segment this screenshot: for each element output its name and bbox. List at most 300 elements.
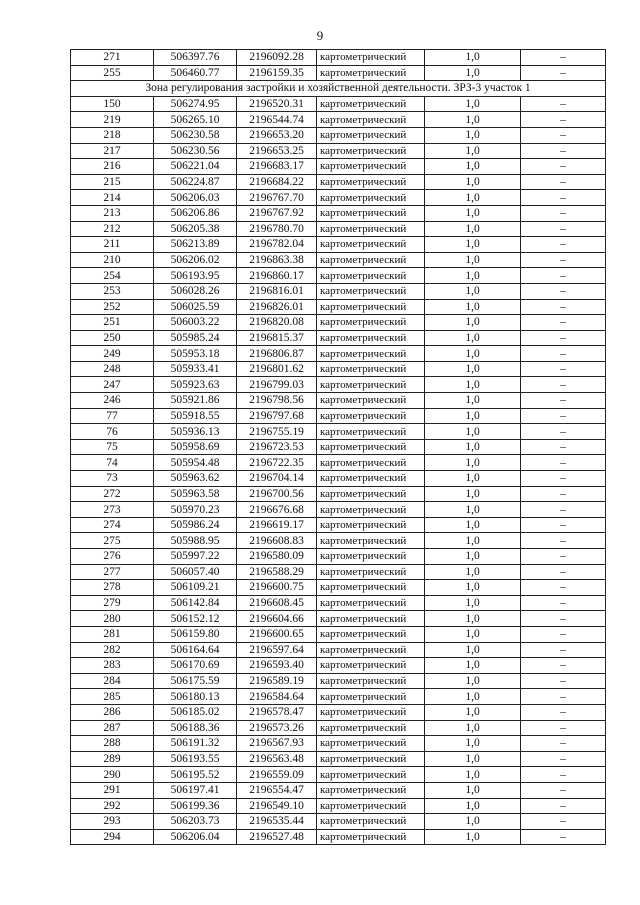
coordinates-table [70,49,606,845]
table-row [71,424,606,440]
y-coordinate-cell: 2196863.38 [237,252,317,268]
note-cell: – [521,346,606,362]
section-header [71,81,606,97]
point-number-cell: 74 [71,455,154,471]
accuracy-cell: 1,0 [425,486,521,502]
note-cell: – [521,50,606,66]
x-coordinate-cell: 505936.13 [154,424,237,440]
table-row [71,455,606,471]
y-coordinate-cell: 2196554.47 [237,782,317,798]
x-coordinate-cell: 505988.95 [154,533,237,549]
note-cell: – [521,549,606,565]
x-coordinate-cell: 506205.38 [154,221,237,237]
point-number-cell: 218 [71,127,154,143]
table-row [71,673,606,689]
x-coordinate-cell: 506180.13 [154,689,237,705]
method-cell: картометрический [317,346,425,362]
table-row [71,143,606,159]
x-coordinate-cell: 506109.21 [154,580,237,596]
method-cell: картометрический [317,299,425,315]
note-cell: – [521,268,606,284]
point-number-cell: 214 [71,190,154,206]
method-cell: картометрический [317,658,425,674]
method-cell: картометрический [317,767,425,783]
method-cell: картометрический [317,221,425,237]
accuracy-cell: 1,0 [425,751,521,767]
point-number-cell: 291 [71,782,154,798]
method-cell: картометрический [317,174,425,190]
note-cell: – [521,143,606,159]
x-coordinate-cell: 506028.26 [154,283,237,299]
point-number-cell: 250 [71,330,154,346]
point-number-cell: 275 [71,533,154,549]
point-number-cell: 274 [71,517,154,533]
point-number-cell: 212 [71,221,154,237]
accuracy-cell: 1,0 [425,595,521,611]
note-cell: – [521,704,606,720]
table-row [71,471,606,487]
x-coordinate-cell: 506274.95 [154,96,237,112]
point-number-cell: 294 [71,829,154,845]
method-cell: картометрический [317,626,425,642]
y-coordinate-cell: 2196780.70 [237,221,317,237]
x-coordinate-cell: 506203.73 [154,814,237,830]
accuracy-cell: 1,0 [425,361,521,377]
table-row [71,346,606,362]
note-cell: – [521,393,606,409]
x-coordinate-cell: 505985.24 [154,330,237,346]
table-row [71,829,606,845]
method-cell: картометрический [317,549,425,565]
table-row [71,486,606,502]
point-number-cell: 215 [71,174,154,190]
point-number-cell: 279 [71,595,154,611]
note-cell: – [521,221,606,237]
note-cell: – [521,408,606,424]
note-cell: – [521,361,606,377]
y-coordinate-cell: 2196806.87 [237,346,317,362]
table-row [71,580,606,596]
accuracy-cell: 1,0 [425,611,521,627]
table-row [71,127,606,143]
y-coordinate-cell: 2196704.14 [237,471,317,487]
method-cell: картометрический [317,424,425,440]
point-number-cell: 248 [71,361,154,377]
accuracy-cell: 1,0 [425,315,521,331]
point-number-cell: 254 [71,268,154,284]
note-cell: – [521,564,606,580]
x-coordinate-cell: 505933.41 [154,361,237,377]
point-number-cell: 213 [71,205,154,221]
method-cell: картометрический [317,689,425,705]
y-coordinate-cell: 2196722.35 [237,455,317,471]
point-number-cell: 280 [71,611,154,627]
note-cell: – [521,736,606,752]
method-cell: картометрический [317,580,425,596]
note-cell: – [521,237,606,253]
section-title: Зона регулирования застройки и хозяйственной деятельности. ЗРЗ-3 участок 1 [71,81,606,97]
y-coordinate-cell: 2196520.31 [237,96,317,112]
table-row [71,237,606,253]
method-cell: картометрический [317,798,425,814]
method-cell: картометрический [317,673,425,689]
x-coordinate-cell: 506175.59 [154,673,237,689]
table-row [71,283,606,299]
accuracy-cell: 1,0 [425,814,521,830]
table-row [71,439,606,455]
method-cell: картометрический [317,736,425,752]
note-cell: – [521,626,606,642]
accuracy-cell: 1,0 [425,50,521,66]
method-cell: картометрический [317,502,425,518]
point-number-cell: 217 [71,143,154,159]
point-number-cell: 75 [71,439,154,455]
x-coordinate-cell: 506057.40 [154,564,237,580]
x-coordinate-cell: 506224.87 [154,174,237,190]
note-cell: – [521,424,606,440]
accuracy-cell: 1,0 [425,455,521,471]
table-row [71,751,606,767]
point-number-cell: 271 [71,50,154,66]
y-coordinate-cell: 2196683.17 [237,159,317,175]
accuracy-cell: 1,0 [425,408,521,424]
x-coordinate-cell: 506185.02 [154,704,237,720]
table-row [71,190,606,206]
note-cell: – [521,829,606,845]
y-coordinate-cell: 2196815.37 [237,330,317,346]
accuracy-cell: 1,0 [425,439,521,455]
accuracy-cell: 1,0 [425,237,521,253]
point-number-cell: 281 [71,626,154,642]
page-number: 9 [316,28,324,43]
point-number-cell: 210 [71,252,154,268]
x-coordinate-cell: 506195.52 [154,767,237,783]
accuracy-cell: 1,0 [425,112,521,128]
point-number-cell: 278 [71,580,154,596]
y-coordinate-cell: 2196549.10 [237,798,317,814]
accuracy-cell: 1,0 [425,502,521,518]
note-cell: – [521,767,606,783]
point-number-cell: 252 [71,299,154,315]
y-coordinate-cell: 2196600.75 [237,580,317,596]
accuracy-cell: 1,0 [425,517,521,533]
point-number-cell: 73 [71,471,154,487]
method-cell: картометрический [317,377,425,393]
x-coordinate-cell: 506188.36 [154,720,237,736]
point-number-cell: 211 [71,237,154,253]
table-row [71,299,606,315]
table-row [71,517,606,533]
table-row [71,782,606,798]
table-row [71,502,606,518]
x-coordinate-cell: 506230.56 [154,143,237,159]
accuracy-cell: 1,0 [425,704,521,720]
method-cell: картометрический [317,237,425,253]
accuracy-cell: 1,0 [425,580,521,596]
method-cell: картометрический [317,315,425,331]
y-coordinate-cell: 2196816.01 [237,283,317,299]
note-cell: – [521,611,606,627]
x-coordinate-cell: 506193.95 [154,268,237,284]
y-coordinate-cell: 2196755.19 [237,424,317,440]
note-cell: – [521,112,606,128]
method-cell: картометрический [317,190,425,206]
y-coordinate-cell: 2196092.28 [237,50,317,66]
note-cell: – [521,205,606,221]
y-coordinate-cell: 2196820.08 [237,315,317,331]
method-cell: картометрический [317,330,425,346]
accuracy-cell: 1,0 [425,96,521,112]
x-coordinate-cell: 506221.04 [154,159,237,175]
x-coordinate-cell: 505921.86 [154,393,237,409]
point-number-cell: 76 [71,424,154,440]
x-coordinate-cell: 505954.48 [154,455,237,471]
point-number-cell: 246 [71,393,154,409]
accuracy-cell: 1,0 [425,626,521,642]
x-coordinate-cell: 506230.58 [154,127,237,143]
table-row [71,814,606,830]
table-row [71,50,606,66]
method-cell: картометрический [317,408,425,424]
point-number-cell: 247 [71,377,154,393]
method-cell: картометрический [317,704,425,720]
y-coordinate-cell: 2196798.56 [237,393,317,409]
method-cell: картометрический [317,439,425,455]
y-coordinate-cell: 2196573.26 [237,720,317,736]
note-cell: – [521,299,606,315]
method-cell: картометрический [317,595,425,611]
note-cell: – [521,315,606,331]
point-number-cell: 283 [71,658,154,674]
note-cell: – [521,673,606,689]
table-row [71,174,606,190]
method-cell: картометрический [317,127,425,143]
y-coordinate-cell: 2196608.83 [237,533,317,549]
table-row [71,533,606,549]
table-row [71,798,606,814]
table-row [71,65,606,81]
table-row [71,393,606,409]
note-cell: – [521,751,606,767]
note-cell: – [521,689,606,705]
accuracy-cell: 1,0 [425,268,521,284]
method-cell: картометрический [317,65,425,81]
point-number-cell: 285 [71,689,154,705]
accuracy-cell: 1,0 [425,190,521,206]
table-row [71,205,606,221]
y-coordinate-cell: 2196563.48 [237,751,317,767]
method-cell: картометрический [317,268,425,284]
point-number-cell: 77 [71,408,154,424]
method-cell: картометрический [317,720,425,736]
y-coordinate-cell: 2196723.53 [237,439,317,455]
point-number-cell: 286 [71,704,154,720]
accuracy-cell: 1,0 [425,533,521,549]
y-coordinate-cell: 2196527.48 [237,829,317,845]
method-cell: картометрический [317,205,425,221]
note-cell: – [521,159,606,175]
x-coordinate-cell: 505958.69 [154,439,237,455]
point-number-cell: 282 [71,642,154,658]
point-number-cell: 272 [71,486,154,502]
y-coordinate-cell: 2196860.17 [237,268,317,284]
point-number-cell: 292 [71,798,154,814]
accuracy-cell: 1,0 [425,720,521,736]
x-coordinate-cell: 505923.63 [154,377,237,393]
table-row [71,736,606,752]
accuracy-cell: 1,0 [425,642,521,658]
y-coordinate-cell: 2196544.74 [237,112,317,128]
point-number-cell: 255 [71,65,154,81]
y-coordinate-cell: 2196588.29 [237,564,317,580]
y-coordinate-cell: 2196653.20 [237,127,317,143]
x-coordinate-cell: 506206.86 [154,205,237,221]
table-row [71,767,606,783]
y-coordinate-cell: 2196589.19 [237,673,317,689]
table-row [71,268,606,284]
x-coordinate-cell: 505918.55 [154,408,237,424]
note-cell: – [521,471,606,487]
accuracy-cell: 1,0 [425,673,521,689]
note-cell: – [521,330,606,346]
y-coordinate-cell: 2196826.01 [237,299,317,315]
note-cell: – [521,502,606,518]
point-number-cell: 284 [71,673,154,689]
note-cell: – [521,283,606,299]
x-coordinate-cell: 506206.02 [154,252,237,268]
accuracy-cell: 1,0 [425,205,521,221]
accuracy-cell: 1,0 [425,159,521,175]
method-cell: картометрический [317,642,425,658]
point-number-cell: 293 [71,814,154,830]
y-coordinate-cell: 2196597.64 [237,642,317,658]
point-number-cell: 276 [71,549,154,565]
note-cell: – [521,486,606,502]
method-cell: картометрический [317,533,425,549]
accuracy-cell: 1,0 [425,143,521,159]
y-coordinate-cell: 2196767.92 [237,205,317,221]
accuracy-cell: 1,0 [425,829,521,845]
x-coordinate-cell: 506193.55 [154,751,237,767]
table-row [71,315,606,331]
accuracy-cell: 1,0 [425,346,521,362]
note-cell: – [521,517,606,533]
table-row [71,252,606,268]
x-coordinate-cell: 506142.84 [154,595,237,611]
note-cell: – [521,377,606,393]
method-cell: картометрический [317,751,425,767]
table-row [71,658,606,674]
x-coordinate-cell: 505953.18 [154,346,237,362]
accuracy-cell: 1,0 [425,65,521,81]
y-coordinate-cell: 2196604.66 [237,611,317,627]
note-cell: – [521,580,606,596]
x-coordinate-cell: 506152.12 [154,611,237,627]
accuracy-cell: 1,0 [425,330,521,346]
note-cell: – [521,174,606,190]
note-cell: – [521,595,606,611]
table-row [71,595,606,611]
x-coordinate-cell: 506460.77 [154,65,237,81]
note-cell: – [521,814,606,830]
x-coordinate-cell: 505997.22 [154,549,237,565]
x-coordinate-cell: 506206.04 [154,829,237,845]
note-cell: – [521,642,606,658]
y-coordinate-cell: 2196535.44 [237,814,317,830]
x-coordinate-cell: 506003.22 [154,315,237,331]
point-number-cell: 150 [71,96,154,112]
note-cell: – [521,127,606,143]
accuracy-cell: 1,0 [425,689,521,705]
table-row [71,704,606,720]
y-coordinate-cell: 2196578.47 [237,704,317,720]
method-cell: картометрический [317,283,425,299]
method-cell: картометрический [317,814,425,830]
method-cell: картометрический [317,782,425,798]
accuracy-cell: 1,0 [425,127,521,143]
x-coordinate-cell: 506164.64 [154,642,237,658]
note-cell: – [521,798,606,814]
accuracy-cell: 1,0 [425,377,521,393]
accuracy-cell: 1,0 [425,736,521,752]
method-cell: картометрический [317,455,425,471]
accuracy-cell: 1,0 [425,393,521,409]
table-row [71,720,606,736]
table-row [71,361,606,377]
x-coordinate-cell: 505963.58 [154,486,237,502]
x-coordinate-cell: 506265.10 [154,112,237,128]
y-coordinate-cell: 2196653.25 [237,143,317,159]
x-coordinate-cell: 506397.76 [154,50,237,66]
table-rows-main [71,96,606,845]
accuracy-cell: 1,0 [425,782,521,798]
note-cell: – [521,455,606,471]
table-row [71,221,606,237]
y-coordinate-cell: 2196700.56 [237,486,317,502]
point-number-cell: 277 [71,564,154,580]
accuracy-cell: 1,0 [425,283,521,299]
method-cell: картометрический [317,252,425,268]
note-cell: – [521,190,606,206]
method-cell: картометрический [317,471,425,487]
accuracy-cell: 1,0 [425,549,521,565]
method-cell: картометрический [317,159,425,175]
point-number-cell: 288 [71,736,154,752]
x-coordinate-cell: 505963.62 [154,471,237,487]
method-cell: картометрический [317,564,425,580]
x-coordinate-cell: 506197.41 [154,782,237,798]
method-cell: картометрический [317,143,425,159]
accuracy-cell: 1,0 [425,658,521,674]
table-row [71,564,606,580]
y-coordinate-cell: 2196684.22 [237,174,317,190]
table-row [71,549,606,565]
y-coordinate-cell: 2196580.09 [237,549,317,565]
y-coordinate-cell: 2196159.35 [237,65,317,81]
y-coordinate-cell: 2196782.04 [237,237,317,253]
y-coordinate-cell: 2196584.64 [237,689,317,705]
accuracy-cell: 1,0 [425,299,521,315]
table-row [71,689,606,705]
accuracy-cell: 1,0 [425,221,521,237]
y-coordinate-cell: 2196767.70 [237,190,317,206]
note-cell: – [521,65,606,81]
point-number-cell: 219 [71,112,154,128]
accuracy-cell: 1,0 [425,564,521,580]
table-row [71,159,606,175]
table-row [71,642,606,658]
note-cell: – [521,533,606,549]
